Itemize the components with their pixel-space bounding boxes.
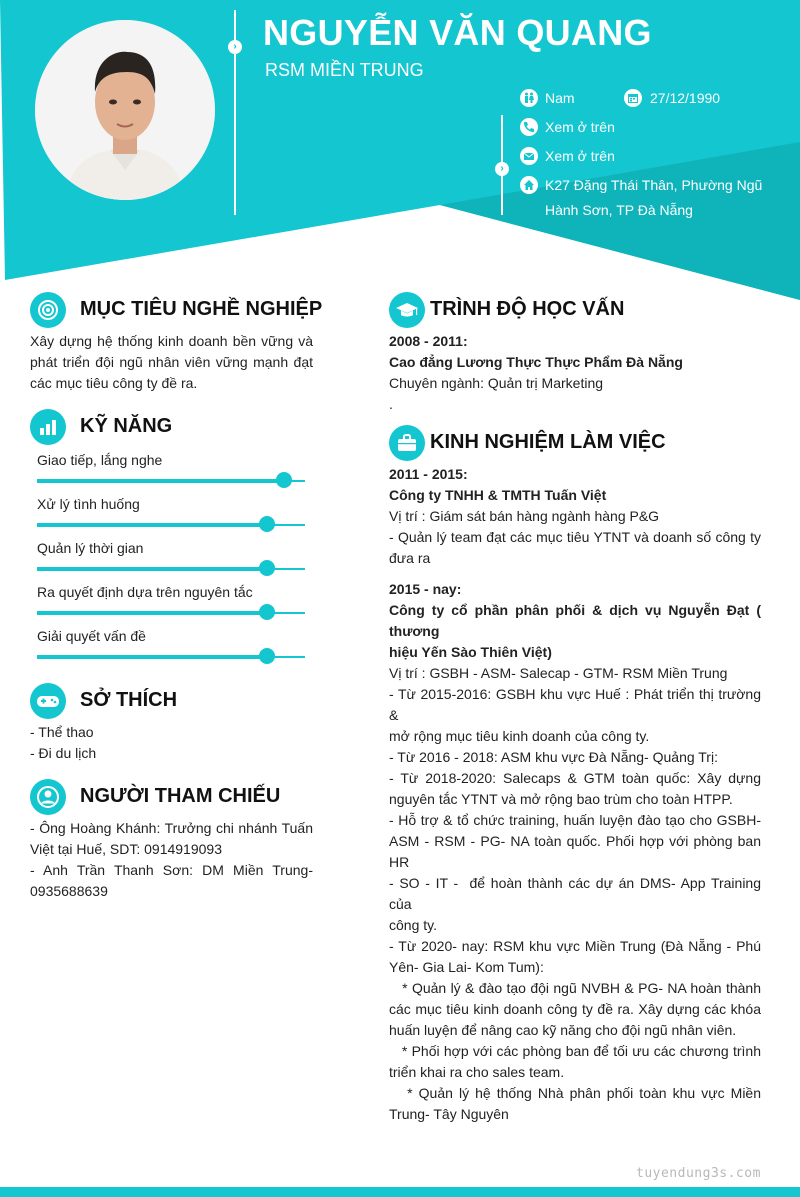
job-line: đưa ra [389, 550, 431, 566]
job-line: - Từ 2020- nay: RSM khu vực Miền Trung (Đà Nẵng - Phú [389, 938, 761, 954]
skill-level-knob [259, 604, 275, 620]
gamepad-icon [30, 683, 66, 719]
home-icon [520, 176, 538, 194]
watermark: tuyendung3s.com [636, 1166, 761, 1181]
skill-row [37, 538, 305, 570]
references-title: NGƯỜI THAM CHIẾU [80, 785, 281, 807]
education-school: Cao đẳng Lương Thực Thực Phẩm Đà Nẵng [389, 354, 683, 370]
email-value: Xem ở trên [545, 148, 615, 164]
job-line: mở rộng mục tiêu kinh doanh của công ty. [389, 728, 650, 744]
education-title: TRÌNH ĐỘ HỌC VẤN [430, 298, 625, 320]
job-line: triển khai ra cho sales team. [389, 1064, 565, 1080]
skill-fill [37, 523, 267, 527]
job-line: * Phối hợp với các phòng ban để tối ưu các chương trình [389, 1043, 761, 1059]
skill-row [37, 494, 305, 526]
job-line: ASM - RSM - PG- NA toàn quốc. Phối hợp với phòng ban HR [389, 833, 765, 870]
briefcase-icon [389, 425, 425, 461]
hobbies-title: SỞ THÍCH [80, 689, 178, 711]
job-line: - Hỗ trợ & tổ chức training, huấn luyện đào tạo cho GSBH- [389, 812, 761, 828]
job-line: huấn luyện để nâng cao kỹ năng cho đội ngũ nhân viên. [389, 1022, 737, 1038]
job-company: Công ty cổ phần phân phối & dịch vụ Nguyễn Đạt ( thương [389, 602, 761, 639]
education-period: 2008 - 2011: [389, 333, 468, 349]
job-line: * Quản lý hệ thống Nhà phân phối toàn khu vực Miền [389, 1085, 761, 1101]
job-line: - Quản lý team đạt các mục tiêu YTNT và doanh số công ty [389, 529, 761, 545]
candidate-role: RSM MIỀN TRUNG [265, 60, 424, 80]
job-line: - SO - IT - để hoàn thành các dự án DMS- App Training của [389, 875, 765, 912]
experience-job-1 [389, 464, 761, 569]
job-company: Công ty TNHH & TMTH Tuấn Việt [389, 487, 607, 503]
bar-chart-icon [30, 409, 66, 445]
gender-icon [520, 89, 538, 107]
education-extra: . [389, 396, 393, 412]
skills-title: KỸ NĂNG [80, 415, 173, 437]
skill-label: Xử lý tình huống [37, 496, 140, 512]
skill-level-knob [259, 560, 275, 576]
chevron-right-icon: › [228, 40, 242, 54]
skill-level-knob [276, 472, 292, 488]
job-period: 2015 - nay: [389, 581, 462, 597]
reference-line: 0935688639 [30, 883, 108, 899]
skill-level-knob [259, 516, 275, 532]
skill-row [37, 582, 305, 614]
education-text [389, 331, 761, 415]
objective-text [30, 331, 313, 394]
experience-job-2 [389, 579, 765, 1125]
job-line: công ty. [389, 917, 437, 933]
objective-title: MỤC TIÊU NGHỀ NGHIỆP [80, 298, 323, 320]
references-text [30, 818, 313, 902]
skill-label: Quản lý thời gian [37, 540, 144, 556]
skill-label: Giao tiếp, lắng nghe [37, 452, 163, 468]
list-item: - Thể thao [30, 724, 94, 740]
skill-fill [37, 611, 267, 615]
skill-fill [37, 655, 267, 659]
job-period: 2011 - 2015: [389, 466, 468, 482]
job-line: Vị trí : Giám sát bán hàng ngành hàng P&G [389, 508, 660, 524]
skill-label: Ra quyết định dựa trên nguyên tắc [37, 584, 253, 600]
skill-fill [37, 567, 267, 571]
hobbies-list [30, 722, 96, 764]
job-line: Trung- Tây Nguyên [389, 1106, 509, 1122]
skill-track [37, 656, 305, 658]
phone-value: Xem ở trên [545, 119, 615, 135]
skill-row [37, 450, 305, 482]
skill-level-knob [259, 648, 275, 664]
avatar [35, 20, 215, 200]
job-line: * Quản lý & đào tạo đội ngũ NVBH & PG- NA hoàn thành [389, 980, 761, 996]
phone-icon [520, 118, 538, 136]
job-line: Yên- Gia Lai- Kom Tum): [389, 959, 544, 975]
skill-track [37, 568, 305, 570]
job-company: hiệu Yến Sào Thiên Việt) [389, 644, 552, 660]
email-icon [520, 147, 538, 165]
birthdate-value: 27/12/1990 [650, 90, 721, 106]
target-icon [30, 292, 66, 328]
objective-line: các mục tiêu công ty đề ra. [30, 375, 198, 391]
skill-track [37, 524, 305, 526]
reference-line: Việt tại Huế, SDT: 0914919093 [30, 841, 222, 857]
candidate-name: NGUYỄN VĂN QUANG [263, 12, 652, 53]
job-line: - Từ 2016 - 2018: ASM khu vực Đà Nẵng- Quảng Trị: [389, 749, 718, 765]
skill-row [37, 626, 305, 658]
objective-line: phát triển đội ngũ nhân viên vững mạnh đạt [30, 354, 313, 370]
gender-value: Nam [545, 90, 575, 106]
person-icon [30, 779, 66, 815]
calendar-icon [624, 89, 642, 107]
reference-line: - Anh Trần Thanh Sơn: DM Miền Trung- [30, 862, 313, 878]
graduation-cap-icon [389, 292, 425, 328]
skill-track [37, 612, 305, 614]
reference-line: - Ông Hoàng Khánh: Trưởng chi nhánh Tuấn [30, 820, 313, 836]
skill-label: Giải quyết vấn đề [37, 628, 146, 644]
job-line: các mục tiêu kinh doanh công ty đề ra. Xây dựng các khóa [389, 1001, 761, 1017]
job-line: Vị trí : GSBH - ASM- Salecap - GTM- RSM Miền Trung [389, 665, 728, 681]
skill-fill [37, 479, 284, 483]
footer-bar [0, 1187, 800, 1197]
objective-line: Xây dựng hệ thống kinh doanh bền vững và [30, 333, 313, 349]
skill-track [37, 480, 305, 482]
chevron-right-icon: › [495, 162, 509, 176]
job-line: - Từ 2018-2020: Salecaps & GTM toàn quốc: Xây dựng [389, 770, 761, 786]
job-line: - Từ 2015-2016: GSBH khu vực Huế : Phát triển thị trường & [389, 686, 765, 723]
experience-title: KINH NGHIỆM LÀM VIỆC [430, 431, 666, 453]
list-item: - Đi du lịch [30, 745, 97, 761]
address-line-1: K27 Đặng Thái Thân, Phường Ngũ [545, 177, 763, 193]
job-lines [389, 663, 765, 1125]
address-line-2: Hành Sơn, TP Đà Nẵng [545, 202, 693, 218]
education-major: Chuyên ngành: Quản trị Marketing [389, 375, 604, 391]
job-line: nguyên tắc YTNT và mở rộng bao trùm cho toàn HTPP. [389, 791, 733, 807]
